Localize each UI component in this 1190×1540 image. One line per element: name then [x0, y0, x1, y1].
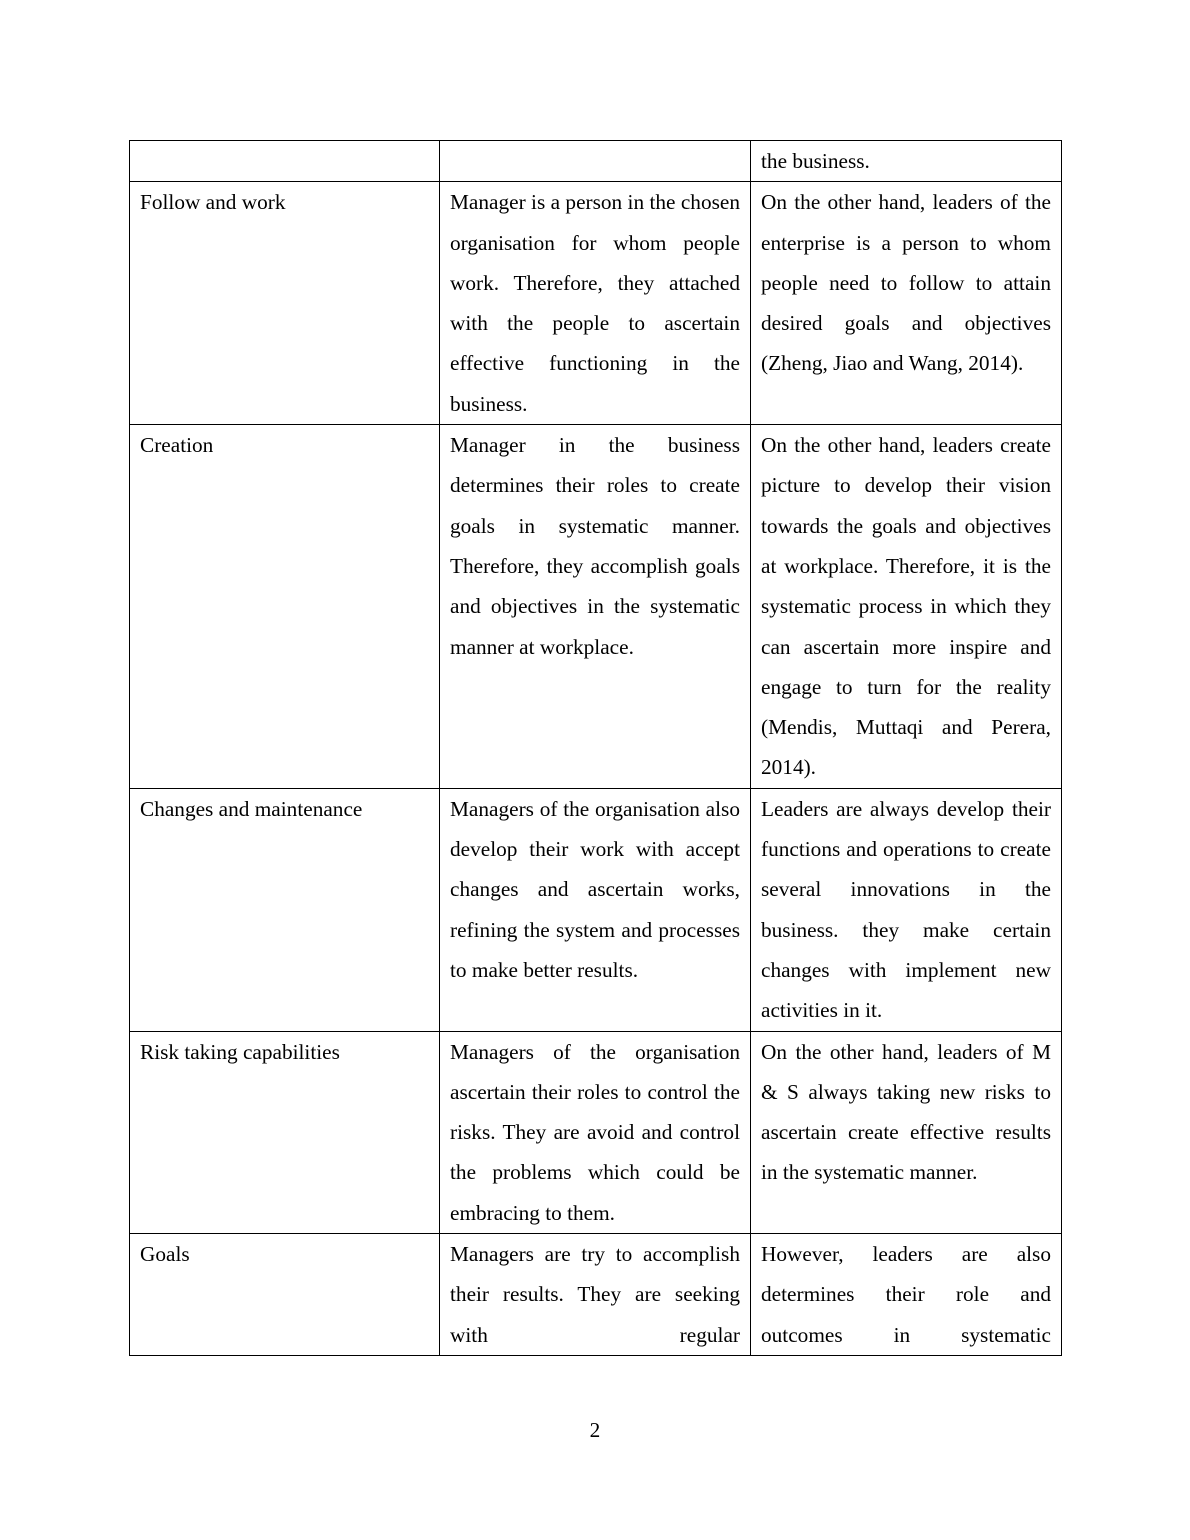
table-cell-criteria: Risk taking capabilities: [130, 1031, 440, 1233]
table-row: [130, 1234, 1062, 1356]
table-row-continuation: [130, 141, 1062, 182]
table-cell-leader: However, leaders are also determines their role and outcomes in systematic: [751, 1234, 1062, 1356]
table-cell-criteria: Follow and work: [130, 182, 440, 425]
table-row: [130, 425, 1062, 789]
table-cell-manager: Managers are try to accomplish their results. They are seeking with regular: [440, 1234, 751, 1356]
table-row: [130, 182, 1062, 425]
table-cell-leader: On the other hand, leaders of M & S always taking new risks to ascertain create effective results in the systematic manner.: [751, 1031, 1062, 1233]
table-cell-manager-empty: [440, 141, 751, 182]
table-cell-leader: Leaders are always develop their functions and operations to create several innovations in the business. they make certain changes with implement new activities in it.: [751, 788, 1062, 1031]
table-cell-criteria-empty: [130, 141, 440, 182]
table-cell-manager: Managers of the organisation ascertain their roles to control the risks. They are avoid and control the problems which could be embracing to them.: [440, 1031, 751, 1233]
table-row: [130, 1031, 1062, 1233]
table-cell-leader: On the other hand, leaders create picture to develop their vision towards the goals and objectives at workplace. Therefore, it is the systematic process in which they can ascertain more inspire and engage to turn for the reality (Mendis, Muttaqi and Perera, 2014).: [751, 425, 1062, 789]
table-cell-manager: Managers of the organisation also develop their work with accept changes and ascertain works, refining the system and processes to make better results.: [440, 788, 751, 1031]
table-cell-manager: Manager is a person in the chosen organisation for whom people work. Therefore, they attached with the people to ascertain effective functioning in the business.: [440, 182, 751, 425]
table-cell-criteria: Goals: [130, 1234, 440, 1356]
table-row: [130, 788, 1062, 1031]
table-cell-leader: the business.: [751, 141, 1062, 182]
table-cell-criteria: Creation: [130, 425, 440, 789]
page-number: 2: [589, 1418, 601, 1442]
table-cell-criteria: Changes and maintenance: [130, 788, 440, 1031]
table-cell-leader: On the other hand, leaders of the enterprise is a person to whom people need to follow to attain desired goals and objectives (Zheng, Jiao and Wang, 2014).: [751, 182, 1062, 425]
table-cell-manager: Manager in the business determines their roles to create goals in systematic manner. Therefore, they accomplish goals and objectives in the systematic manner at workplace.: [440, 425, 751, 789]
comparison-table: [129, 140, 1062, 1356]
